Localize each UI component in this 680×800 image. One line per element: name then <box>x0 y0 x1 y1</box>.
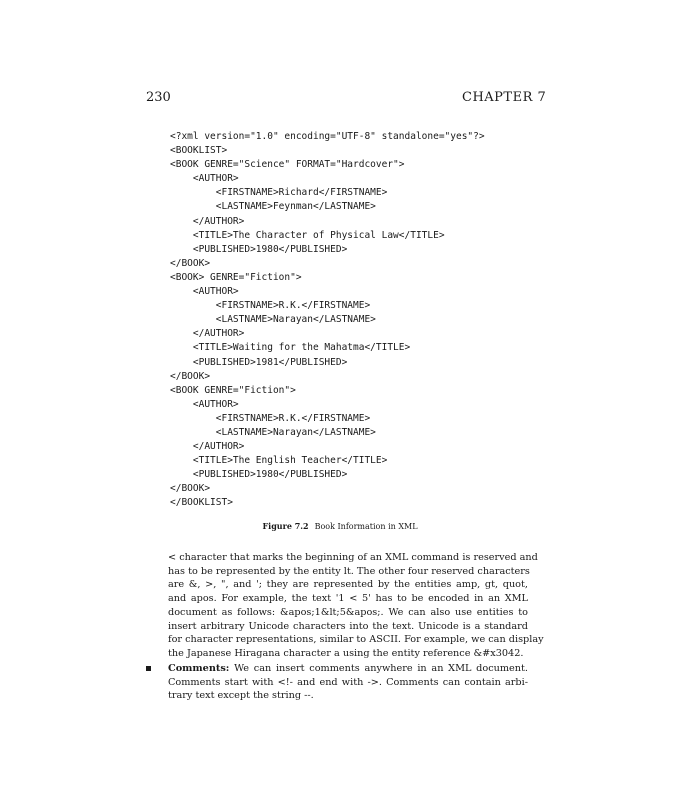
figure-label: Figure 7.2 <box>262 521 309 531</box>
code-line: </BOOK> <box>170 483 211 495</box>
xml-code-listing <box>170 130 485 511</box>
paragraph-line: < character that marks the beginning of an XML command is reserved and <box>168 552 538 563</box>
code-line: <BOOKLIST> <box>170 145 228 157</box>
code-line: <AUTHOR> <box>170 398 239 410</box>
page-number: 230 <box>146 90 171 105</box>
code-line: <BOOK GENRE="Fiction"> <box>170 384 296 396</box>
code-line: <TITLE>Waiting for the Mahatma</TITLE> <box>170 342 411 354</box>
code-line: <LASTNAME>Narayan</LASTNAME> <box>170 314 376 326</box>
comments-first-line-text: We can insert comments anywhere in an XML document. <box>229 663 528 674</box>
code-line: <FIRSTNAME>R.K.</FIRSTNAME> <box>170 412 371 424</box>
code-line: <AUTHOR> <box>170 286 239 298</box>
comments-line: trary text except the string --. <box>168 690 314 702</box>
figure-caption <box>0 521 680 531</box>
code-line: </BOOK> <box>170 257 211 269</box>
paragraph-line: the Japanese Hiragana character a using the entity reference &#x3042. <box>168 647 524 659</box>
code-line: <?xml version="1.0" encoding="UTF-8" standalone="yes"?> <box>170 131 485 142</box>
code-line: <PUBLISHED>1980</PUBLISHED> <box>170 469 348 481</box>
code-line: <FIRSTNAME>R.K.</FIRSTNAME> <box>170 300 371 312</box>
paragraph-line: has to be represented by the entity lt. The other four reserved characters <box>168 565 530 577</box>
code-line: </BOOK> <box>170 370 211 382</box>
code-line: </AUTHOR> <box>170 328 245 340</box>
code-line: <AUTHOR> <box>170 173 239 185</box>
chapter-heading: CHAPTER 7 <box>462 90 547 105</box>
code-line: <LASTNAME>Narayan</LASTNAME> <box>170 426 376 438</box>
paragraph-line: insert arbitrary Unicode characters into the text. Unicode is a standard <box>168 620 528 632</box>
paragraph-line: and apos. For example, the text '1 < 5' has to be encoded in an XML <box>168 593 528 605</box>
comments-first-line <box>168 662 528 676</box>
code-line: <LASTNAME>Feynman</LASTNAME> <box>170 201 376 213</box>
entity-paragraph <box>168 551 544 661</box>
paragraph-line: for character representations, similar to ASCII. For example, we can display <box>168 634 544 646</box>
code-line: </AUTHOR> <box>170 215 245 227</box>
paragraph-line: document as follows: &apos;1&lt;5&apos;. We can also use entities to <box>168 606 528 618</box>
code-line: <PUBLISHED>1980</PUBLISHED> <box>170 243 348 255</box>
code-line: <TITLE>The Character of Physical Law</TITLE> <box>170 229 445 241</box>
comments-heading: Comments: <box>168 663 230 674</box>
figure-caption-text: Book Information in XML <box>314 522 418 531</box>
code-line: <FIRSTNAME>Richard</FIRSTNAME> <box>170 187 388 199</box>
code-line: <TITLE>The English Teacher</TITLE> <box>170 455 388 467</box>
code-line: <BOOK> GENRE="Fiction"> <box>170 271 302 283</box>
code-line: <BOOK GENRE="Science" FORMAT="Hardcover"> <box>170 159 405 171</box>
code-line: </BOOKLIST> <box>170 497 233 509</box>
comments-line: Comments start with <!- and end with ->. Comments can contain arbi- <box>168 676 528 688</box>
bullet-icon <box>146 666 151 671</box>
paragraph-line: are &, >, ", and '; they are represented by the entities amp, gt, quot, <box>168 579 528 591</box>
comments-paragraph <box>168 662 528 703</box>
code-line: </AUTHOR> <box>170 441 245 453</box>
code-line: <PUBLISHED>1981</PUBLISHED> <box>170 356 348 368</box>
